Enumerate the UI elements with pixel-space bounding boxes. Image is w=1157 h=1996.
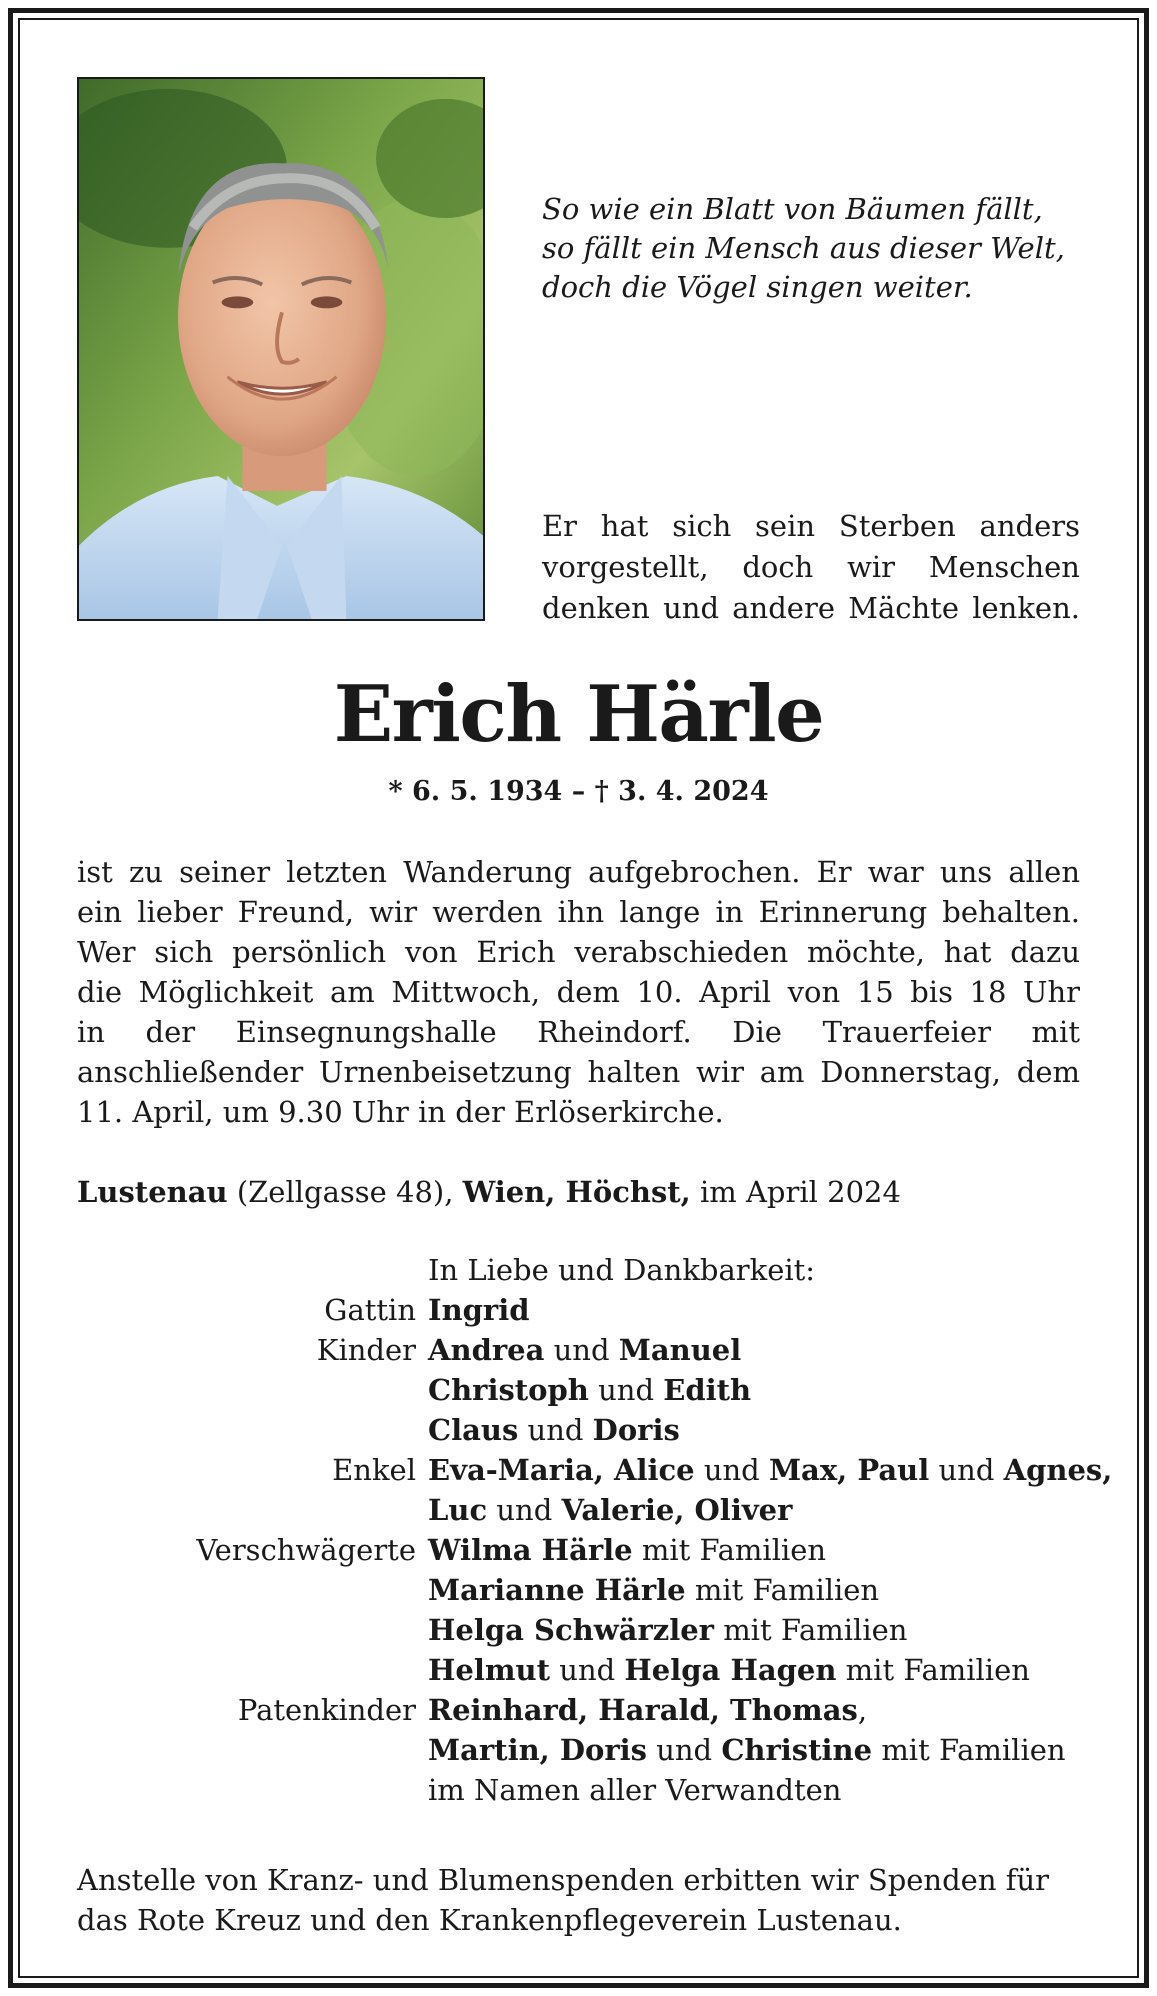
donation-note [77, 1860, 1080, 1940]
mourner-row-patenkinder [0, 1690, 1157, 1730]
mourner-row-verschwaegerte-2 [0, 1570, 1157, 1610]
mourner-row-relatives [0, 1770, 1157, 1810]
relatives-note: im Namen aller Verwandten [428, 1773, 842, 1807]
mourner-row-kinder [0, 1330, 1157, 1370]
mourners-intro: In Liebe und Dankbarkeit: [428, 1253, 816, 1287]
relation-label: Enkel [332, 1453, 416, 1487]
quote-line: doch die Vögel singen weiter. [542, 270, 973, 304]
relation-names: Helga Schwärzler mit Familien [428, 1613, 908, 1647]
body-line: ein lieber Freund, wir werden ihn lange in Erinnerung behalten. [77, 895, 1080, 929]
saying-verse [542, 506, 1080, 629]
relation-label: Kinder [316, 1333, 416, 1367]
closing-line: das Rote Kreuz und den Krankenpflegeverein Lustenau. [77, 1903, 902, 1937]
mourner-row-kinder-2 [0, 1370, 1157, 1410]
mourner-row-enkel [0, 1450, 1157, 1490]
place-and-date [77, 1172, 1080, 1212]
mourner-row-enkel-2 [0, 1490, 1157, 1530]
body-line: anschließender Urnenbeisetzung halten wir am Donnerstag, dem [77, 1055, 1080, 1089]
relation-names: Martin, Doris und Christine mit Familien [428, 1733, 1066, 1767]
relation-names: Reinhard, Harald, Thomas, [428, 1693, 868, 1727]
place-town: Lustenau [77, 1175, 228, 1209]
verse-line: denken und andere Mächte lenken. [542, 591, 1080, 625]
announcement-text [77, 852, 1080, 1132]
mourner-row-patenkinder-2 [0, 1730, 1157, 1770]
relation-names: Eva-Maria, Alice und Max, Paul und Agnes, [428, 1453, 1113, 1487]
verse-line: Er hat sich sein Sterben anders [542, 509, 1080, 543]
portrait-illustration [79, 79, 483, 619]
relation-names: Andrea und Manuel [428, 1333, 742, 1367]
body-line: Wer sich persönlich von Erich verabschieden möchte, hat dazu [77, 935, 1080, 969]
relation-names: Claus und Doris [428, 1413, 680, 1447]
place-date: im April 2024 [699, 1175, 901, 1209]
relation-names: Christoph und Edith [428, 1373, 752, 1407]
relation-label: Patenkinder [237, 1693, 416, 1727]
quote-line: so fällt ein Mensch aus dieser Welt, [542, 231, 1065, 265]
mourner-row-verschwaegerte-3 [0, 1610, 1157, 1650]
deceased-name: Erich Härle [333, 669, 824, 760]
relation-names: Helmut und Helga Hagen mit Familien [428, 1653, 1030, 1687]
body-line: 11. April, um 9.30 Uhr in der Erlöserkirche. [77, 1095, 724, 1129]
relation-names: Wilma Härle mit Familien [428, 1533, 827, 1567]
closing-line: Anstelle von Kranz- und Blumenspenden erbitten wir Spenden für [77, 1863, 1049, 1897]
relation-label: Verschwägerte [196, 1533, 416, 1567]
place-others: Wien, Höchst, [462, 1175, 691, 1209]
body-line: in der Einsegnungshalle Rheindorf. Die Trauerfeier mit [77, 1015, 1080, 1049]
verse-line: vorgestellt, doch wir Menschen [542, 550, 1080, 584]
body-line: die Möglichkeit am Mittwoch, dem 10. April von 15 bis 18 Uhr [77, 975, 1080, 1009]
place-address: (Zellgasse 48), [236, 1175, 454, 1209]
relation-label: Gattin [324, 1293, 416, 1327]
mourner-row-verschwaegerte-4 [0, 1650, 1157, 1690]
quote-verse [542, 190, 1082, 307]
relation-names: Ingrid [428, 1293, 530, 1327]
life-dates: * 6. 5. 1934 – † 3. 4. 2024 [388, 776, 769, 807]
mourner-row-gattin [0, 1290, 1157, 1330]
mourner-row-verschwaegerte [0, 1530, 1157, 1570]
quote-line: So wie ein Blatt von Bäumen fällt, [542, 192, 1043, 226]
relation-names: Marianne Härle mit Familien [428, 1573, 880, 1607]
body-line: ist zu seiner letzten Wanderung aufgebrochen. Er war uns allen [77, 855, 1080, 889]
portrait-photo [77, 77, 485, 621]
relation-names: Luc und Valerie, Oliver [428, 1493, 793, 1527]
mourner-row-kinder-3 [0, 1410, 1157, 1450]
